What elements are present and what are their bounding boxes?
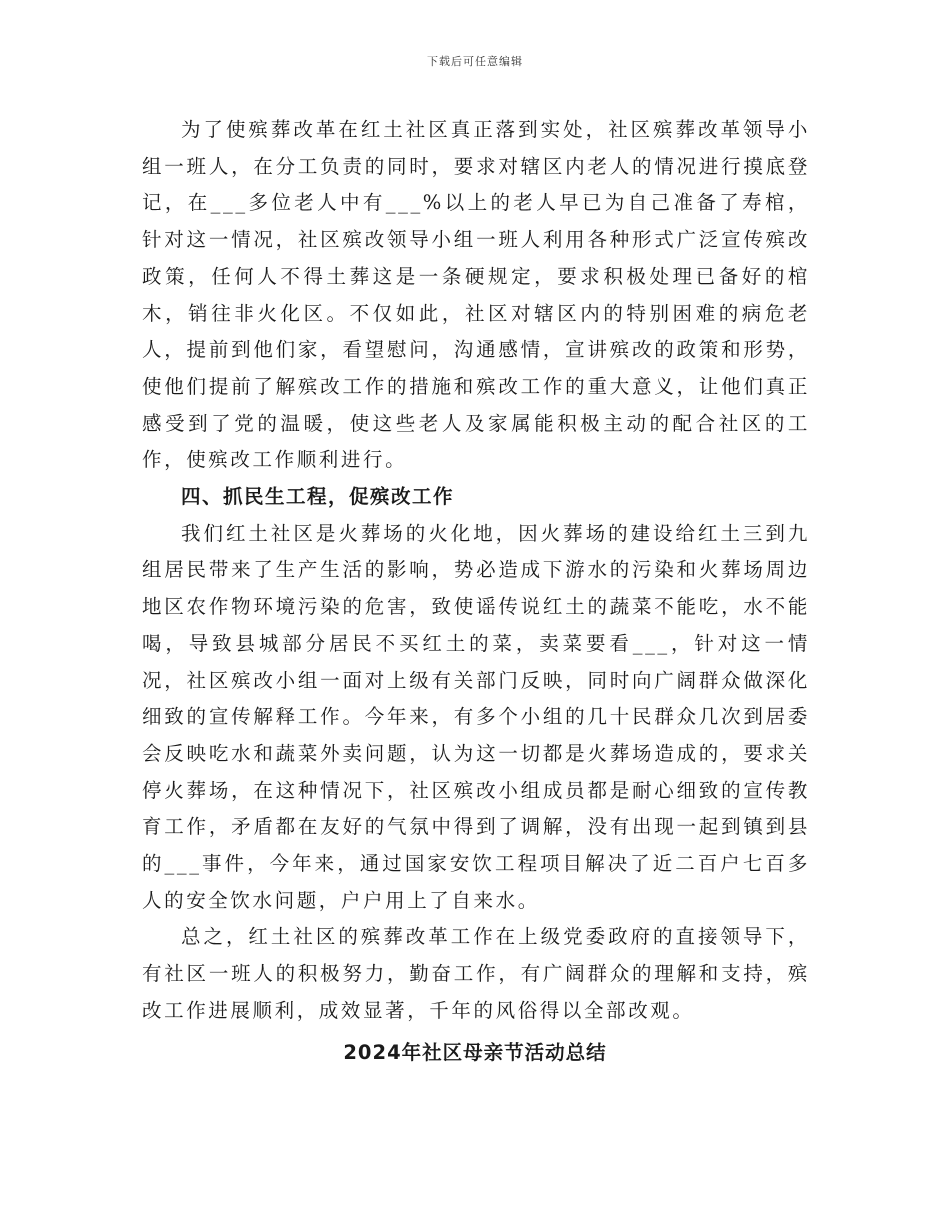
paragraph-summary: 总之，红土社区的殡葬改革工作在上级党委政府的直接领导下，有社区一班人的积极努力，勤奋工作，有广阔群众的理解和支持，殡改工作进展顺利，成效显著，千年的风俗得以全部改观。 bbox=[142, 925, 810, 1022]
document-body bbox=[142, 112, 810, 1030]
header-note: 下载后可任意编辑 bbox=[427, 55, 523, 68]
paragraph-livelihood-project: 我们红土社区是火葬场的火化地，因火葬场的建设给红土三到九组居民带来了生产生活的影响，势必造成下游水的污染和火葬场周边地区农作物环境污染的危害，致使谣传说红土的蔬菜不能吃，水不能喝，导致县城部分居民不买红土的菜，卖菜要看___，针对这一情况，社区殡改小组一面对上级有关部门反映，同时向广阔群众做深化细致的宣传解释工作。今年来，有多个小组的几十民群众几次到居委会反映吃水和蔬菜外卖问题，认为这一切都是火葬场造成的，要求关停火葬场，在这种情况下，社区殡改小组成员都是耐心细致的宣传教育工作，矛盾都在友好的气氛中得到了调解，没有出现一起到镇到县的___事件，今年来，通过国家安饮工程项目解决了近二百户七百多人的安全饮水问题，户户用上了自来水。 bbox=[142, 521, 810, 912]
paragraph-funeral-reform-registration: 为了使殡葬改革在红土社区真正落到实处，社区殡葬改革领导小组一班人，在分工负责的同时，要求对辖区内老人的情况进行摸底登记，在___多位老人中有___%以上的老人早已为自己准备了寿棺，针对这一情况，社区殡改领导小组一班人利用各种形式广泛宣传殡改政策，任何人不得土葬这是一条硬规定，要求积极处理已备好的棺木，销往非火化区。不仅如此，社区对辖区内的特别困难的病危老人，提前到他们家，看望慰问，沟通感情，宣讲殡改的政策和形势，使他们提前了解殡改工作的措施和殡改工作的重大意义，让他们真正感受到了党的温暖，使这些老人及家属能积极主动的配合社区的工作，使殡改工作顺利进行。 bbox=[142, 118, 810, 472]
section-heading-4: 四、抓民生工程，促殡改工作 bbox=[181, 485, 455, 509]
next-document-title: 2024年社区母亲节活动总结 bbox=[343, 1041, 607, 1064]
